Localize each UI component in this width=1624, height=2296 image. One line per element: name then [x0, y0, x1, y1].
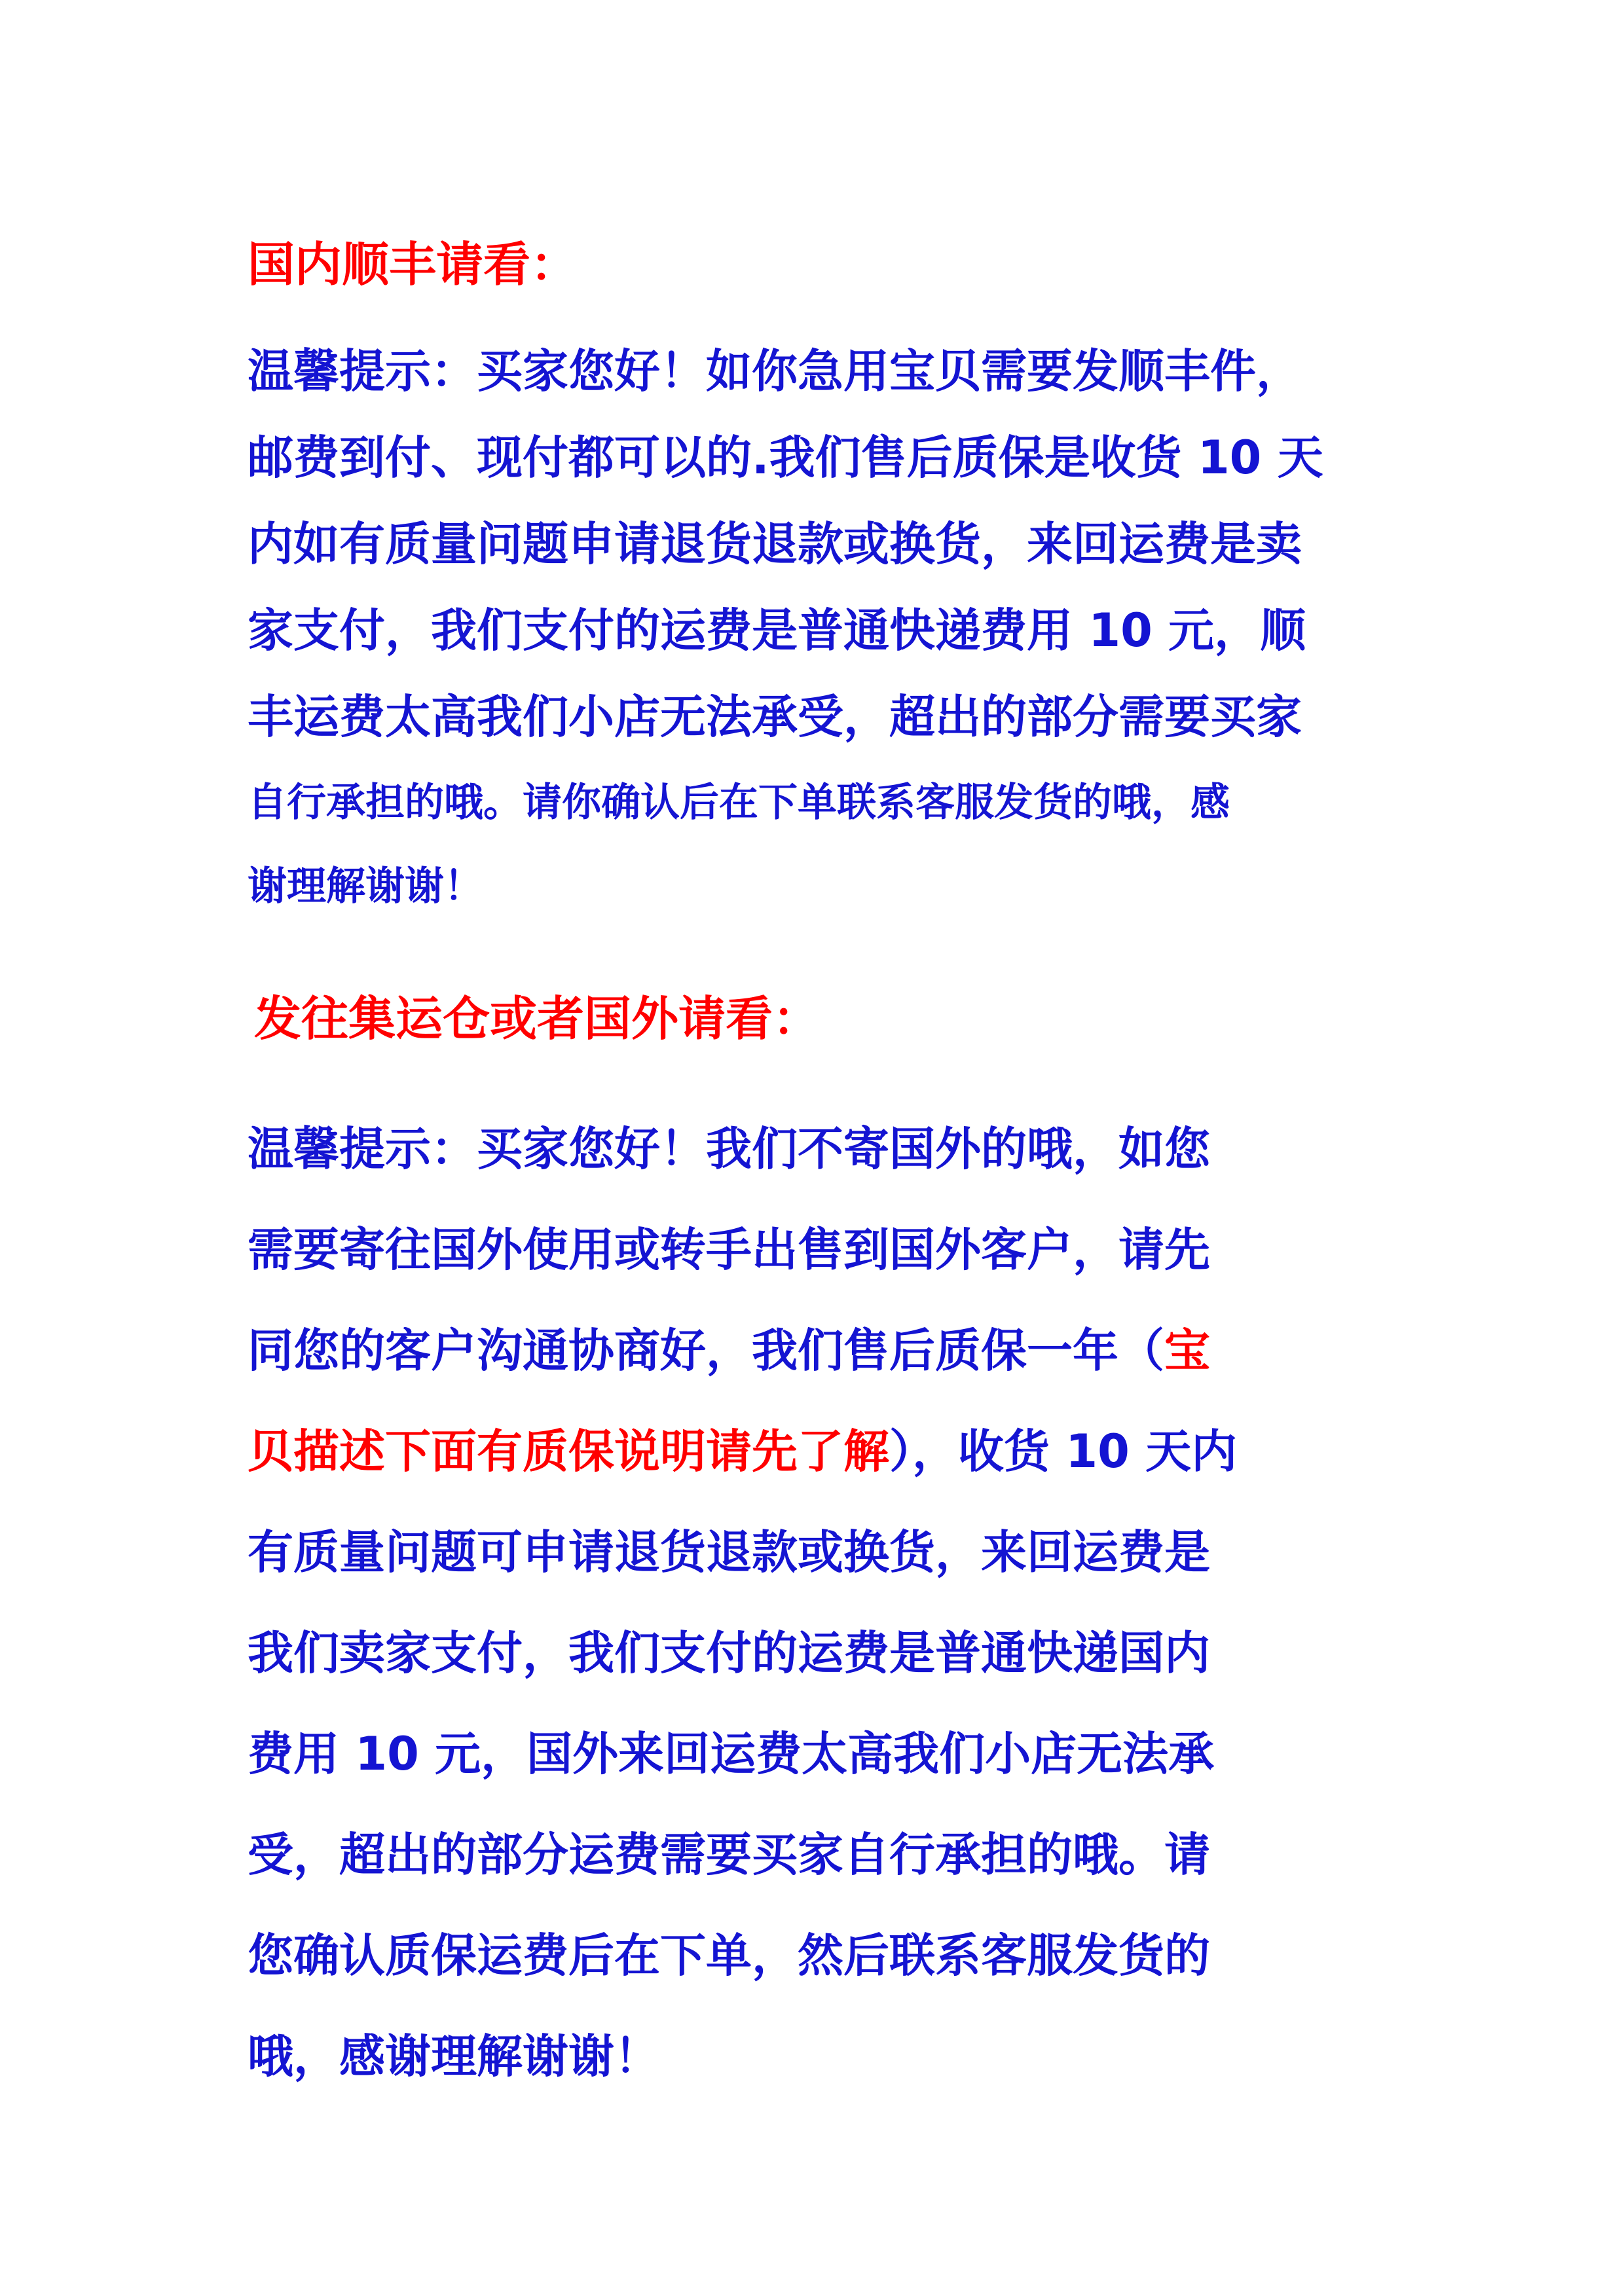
intl-notice-line-2: 需要寄往国外使用或转手出售到国外客户，请先 [248, 1223, 1210, 1277]
warranty-highlight-start: 宝 [1164, 1324, 1210, 1377]
intl-notice-line-6: 我们卖家支付，我们支付的运费是普通快递国内 [248, 1626, 1210, 1680]
domestic-notice-line-3: 内如有质量问题申请退货退款或换货，来回运费是卖 [248, 517, 1302, 571]
intl-notice-line-1: 温馨提示：买家您好！我们不寄国外的哦，如您 [248, 1122, 1210, 1176]
section-heading-international: 发往集运仓或者国外请看： [254, 991, 821, 1046]
intl-notice-line-8: 受，超出的部分运费需要买家自行承担的哦。请 [248, 1828, 1210, 1882]
warranty-highlight-text: 贝描述下面有质保说明请先了解 [248, 1425, 889, 1478]
domestic-notice-line-2: 邮费到付、现付都可以的.我们售后质保是收货 10 天 [248, 431, 1323, 484]
intl-notice-line-4 [248, 1425, 1238, 1478]
intl-notice-line-7: 费用 10 元，国外来回运费太高我们小店无法承 [248, 1727, 1215, 1781]
domestic-notice-line-7: 谢理解谢谢！ [248, 864, 483, 909]
domestic-notice-line-5: 丰运费太高我们小店无法承受，超出的部分需要买家 [248, 690, 1302, 744]
domestic-notice-line-4: 家支付，我们支付的运费是普通快递费用 10 元，顺 [248, 604, 1306, 657]
domestic-notice-line-6: 自行承担的哦。请你确认后在下单联系客服发货的哦，感 [248, 780, 1230, 826]
intl-notice-line-5: 有质量问题可申请退货退款或换货，来回运费是 [248, 1525, 1210, 1579]
intl-notice-line-9: 您确认质保运费后在下单，然后联系客服发货的 [248, 1929, 1210, 1982]
intl-notice-line-10: 哦，感谢理解谢谢！ [248, 2030, 660, 2083]
intl-notice-line-3 [248, 1324, 1210, 1377]
domestic-notice-line-1: 温馨提示：买家您好！如你急用宝贝需要发顺丰件， [248, 344, 1302, 398]
section-heading-domestic: 国内顺丰请看： [248, 237, 578, 292]
intl-notice-line-4-text: ），收货 10 天内 [889, 1425, 1238, 1478]
intl-notice-line-3-text: 同您的客户沟通协商好，我们售后质保一年（ [248, 1324, 1164, 1377]
